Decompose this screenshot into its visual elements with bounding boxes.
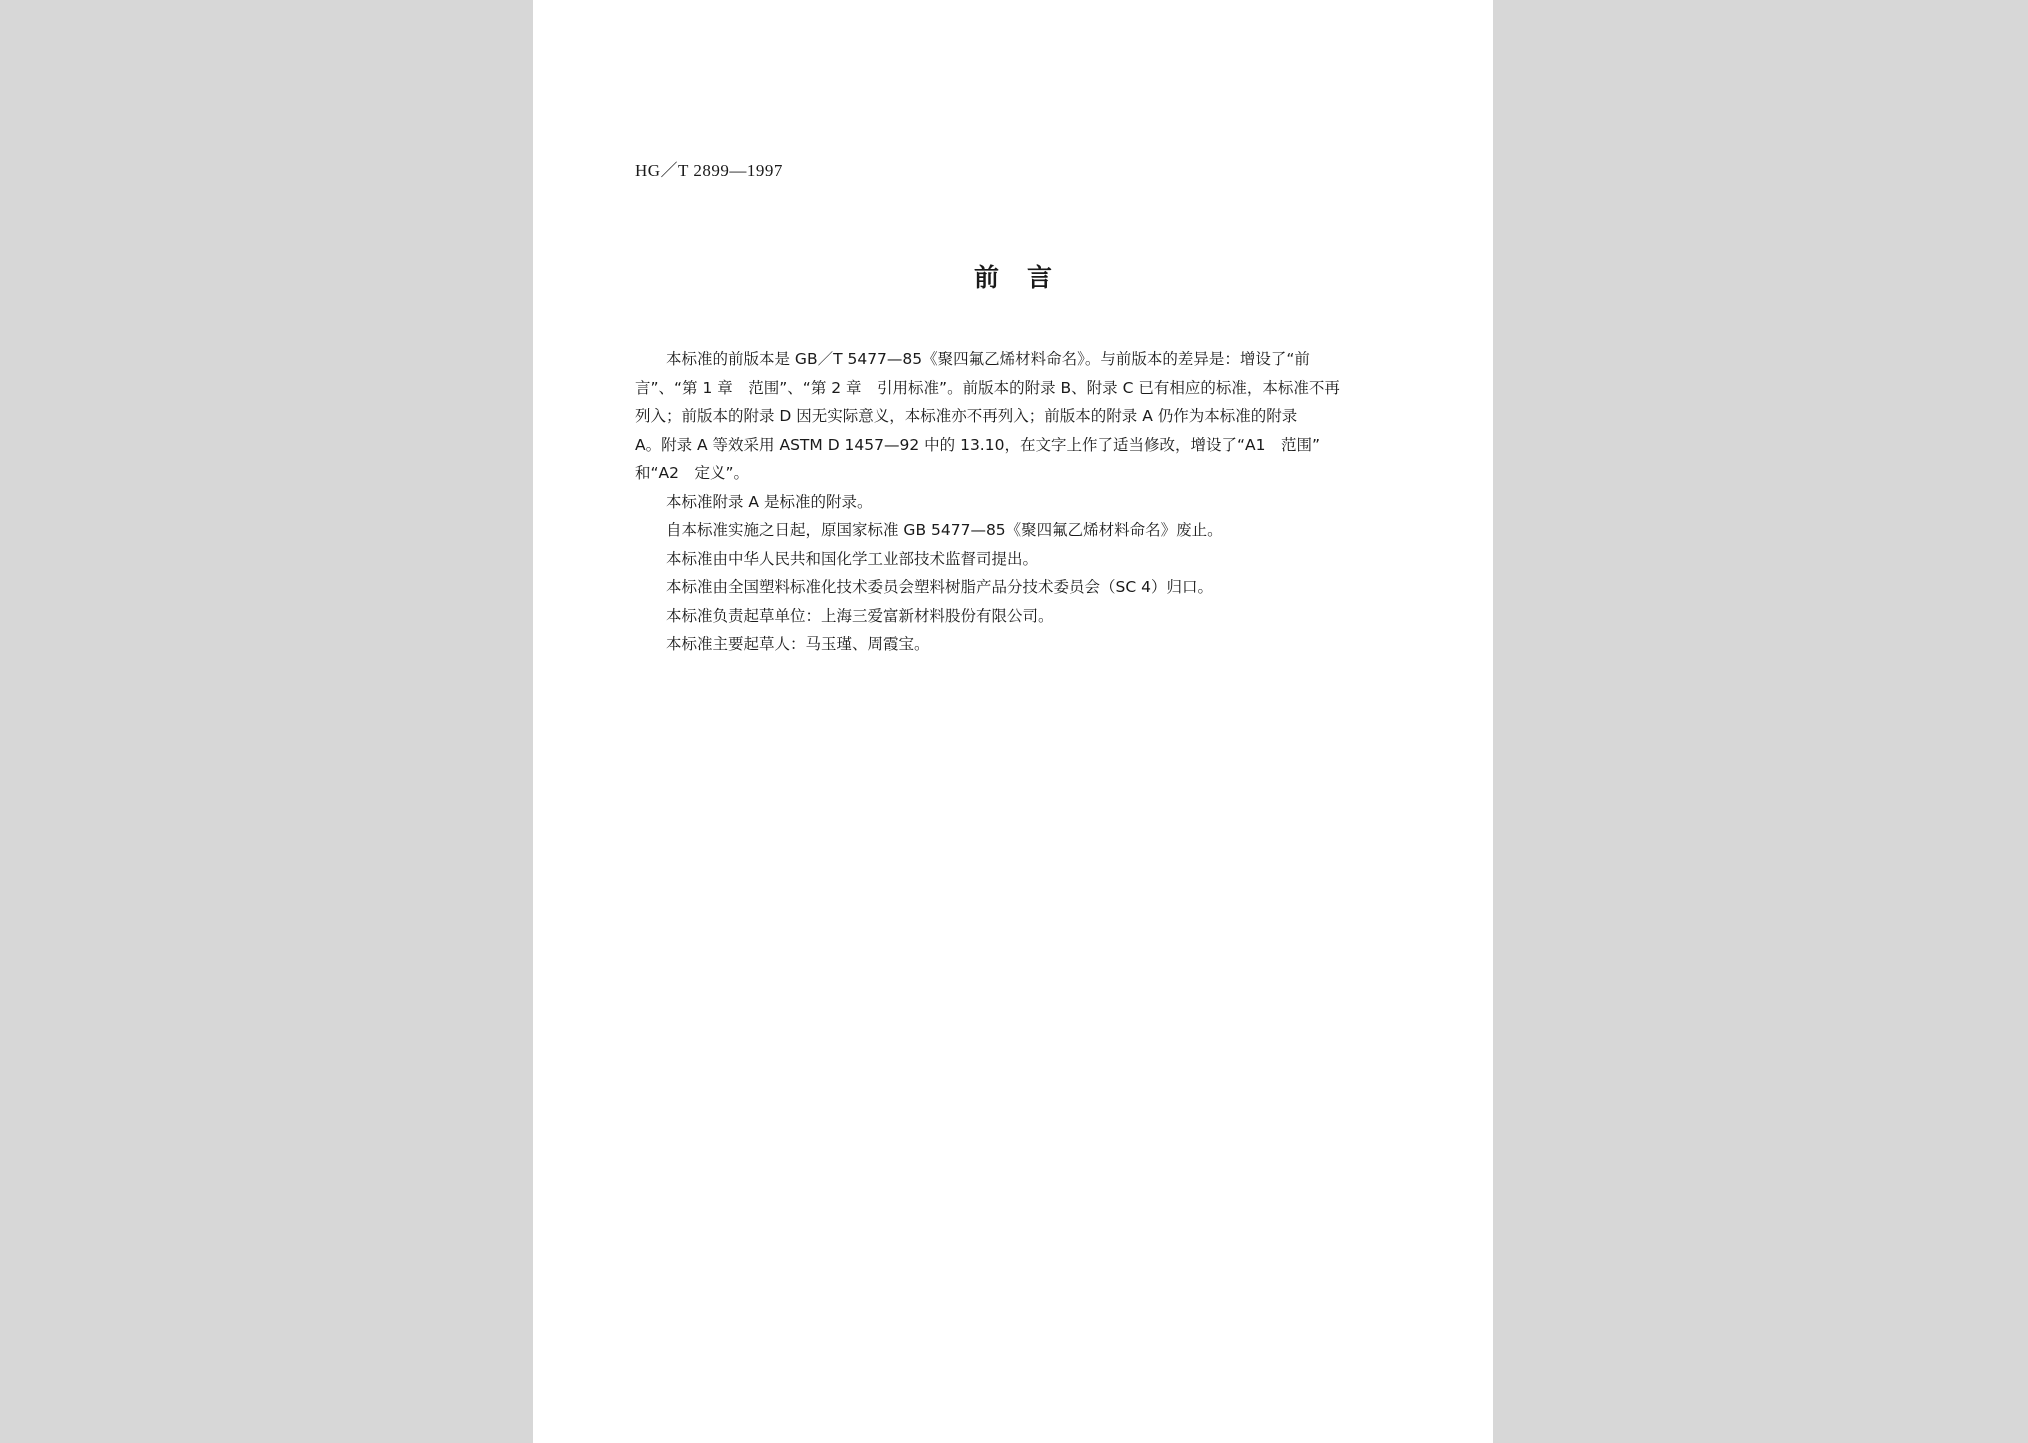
paragraph-line: A。附录 A 等效采用 ASTM D 1457—92 中的 13.10，在文字上作了适当修改，增设了“A1 范围” <box>635 435 1320 454</box>
paragraph-supersedes: 自本标准实施之日起，原国家标准 GB 5477—85《聚四氟乙烯材料命名》废止。 <box>666 521 1223 539</box>
document-page <box>533 0 1493 1443</box>
paragraph-line: 和“A2 定义”。 <box>635 464 750 482</box>
paragraph-proposed-by: 本标准由中华人民共和国化学工业部技术监督司提出。 <box>666 549 1039 568</box>
paragraph-differences <box>635 345 1377 488</box>
page-title: 前言 <box>973 263 1080 292</box>
paragraph-drafters: 本标准主要起草人：马玉瑾、周霞宝。 <box>666 635 930 653</box>
paragraph-line: 列入；前版本的附录 D 因无实际意义，本标准亦不再列入；前版本的附录 A 仍作为本标准的附录 <box>635 407 1298 425</box>
paragraph-managed-by: 本标准由全国塑料标准化技术委员会塑料树脂产品分技术委员会（SC 4）归口。 <box>666 578 1213 596</box>
document-body <box>635 345 1377 659</box>
paragraph-drafting-unit: 本标准负责起草单位：上海三爱富新材料股份有限公司。 <box>666 606 1054 625</box>
paragraph-line: 言”、“第 1 章 范围”、“第 2 章 引用标准”。前版本的附录 B、附录 C 已有相应的标准，本标准不再 <box>635 378 1340 397</box>
paragraph-line: 本标准的前版本是 GB／T 5477—85《聚四氟乙烯材料命名》。与前版本的差异是：增设了“前 <box>666 350 1310 368</box>
paragraph-appendix-note: 本标准附录 A 是标准的附录。 <box>666 492 873 511</box>
document-code: HG／T 2899—1997 <box>635 161 783 180</box>
